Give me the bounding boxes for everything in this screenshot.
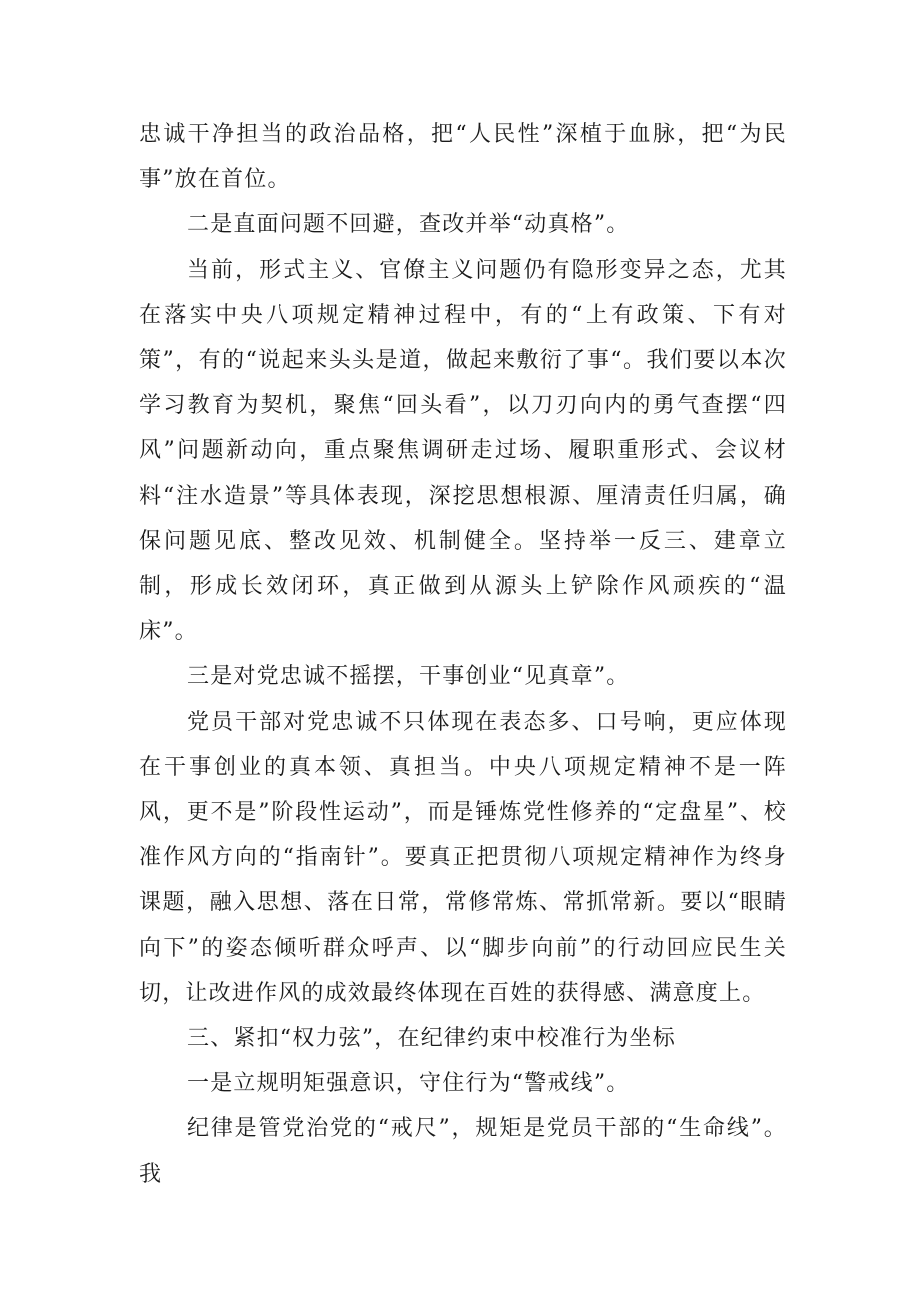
document-page <box>139 112 787 1197</box>
section-heading: 三、紧扣“权力弦”，在纪律约束中校准行为坐标 <box>187 1026 676 1052</box>
paragraph-4-heading: 三是对党忠诚不摇摆，干事创业“见真章”。 <box>187 664 630 690</box>
paragraph-8: 纪律是管党治党的“戒尺”，规矩是党员干部的“生命线”。我 <box>139 1116 787 1187</box>
paragraph-5: 党员干部对党忠诚不只体现在表态多、口号响，更应体现在干事创业的真本领、真担当。中央八项规定精神不是一阵风，更不是”阶段性运动”，而是锤炼党性修养的“定盘星”、校准作风方向的“指南针”。要真正把贯彻八项规定精神作为终身课题，融入思想、落在日常，常修常炼、常抓常新。要以“眼睛向下”的姿态倾听群众呼声、以“脚步向前”的行动回应民生关切，让改进作风的成效最终体现在百姓的获得感、满意度上。 <box>139 709 787 1006</box>
paragraph-7-heading: 一是立规明矩强意识，守住行为“警戒线”。 <box>187 1071 630 1097</box>
paragraph-1: 忠诚干净担当的政治品格，把“人民性”深植于血脉，把“为民事”放在首位。 <box>139 122 787 193</box>
paragraph-2-heading: 二是直面问题不回避，查改并举“动真格”。 <box>187 212 630 238</box>
paragraph-3: 当前，形式主义、官僚主义问题仍有隐形变异之态，尤其在落实中央八项规定精神过程中，有的“上有政策、下有对策”，有的“说起来头头是道，做起来敷衍了事“。我们要以本次学习教育为契机，聚焦“回头看”，以刀刃向内的勇气查摆“四风”问题新动向，重点聚焦调研走过场、履职重形式、会议材料“注水造景”等具体表现，深挖思想根源、厘清责任归属，确保问题见底、整改见效、机制健全。坚持举一反三、建章立制，形成长效闭环，真正做到从源头上铲除作风顽疾的“温床”。 <box>139 257 787 645</box>
